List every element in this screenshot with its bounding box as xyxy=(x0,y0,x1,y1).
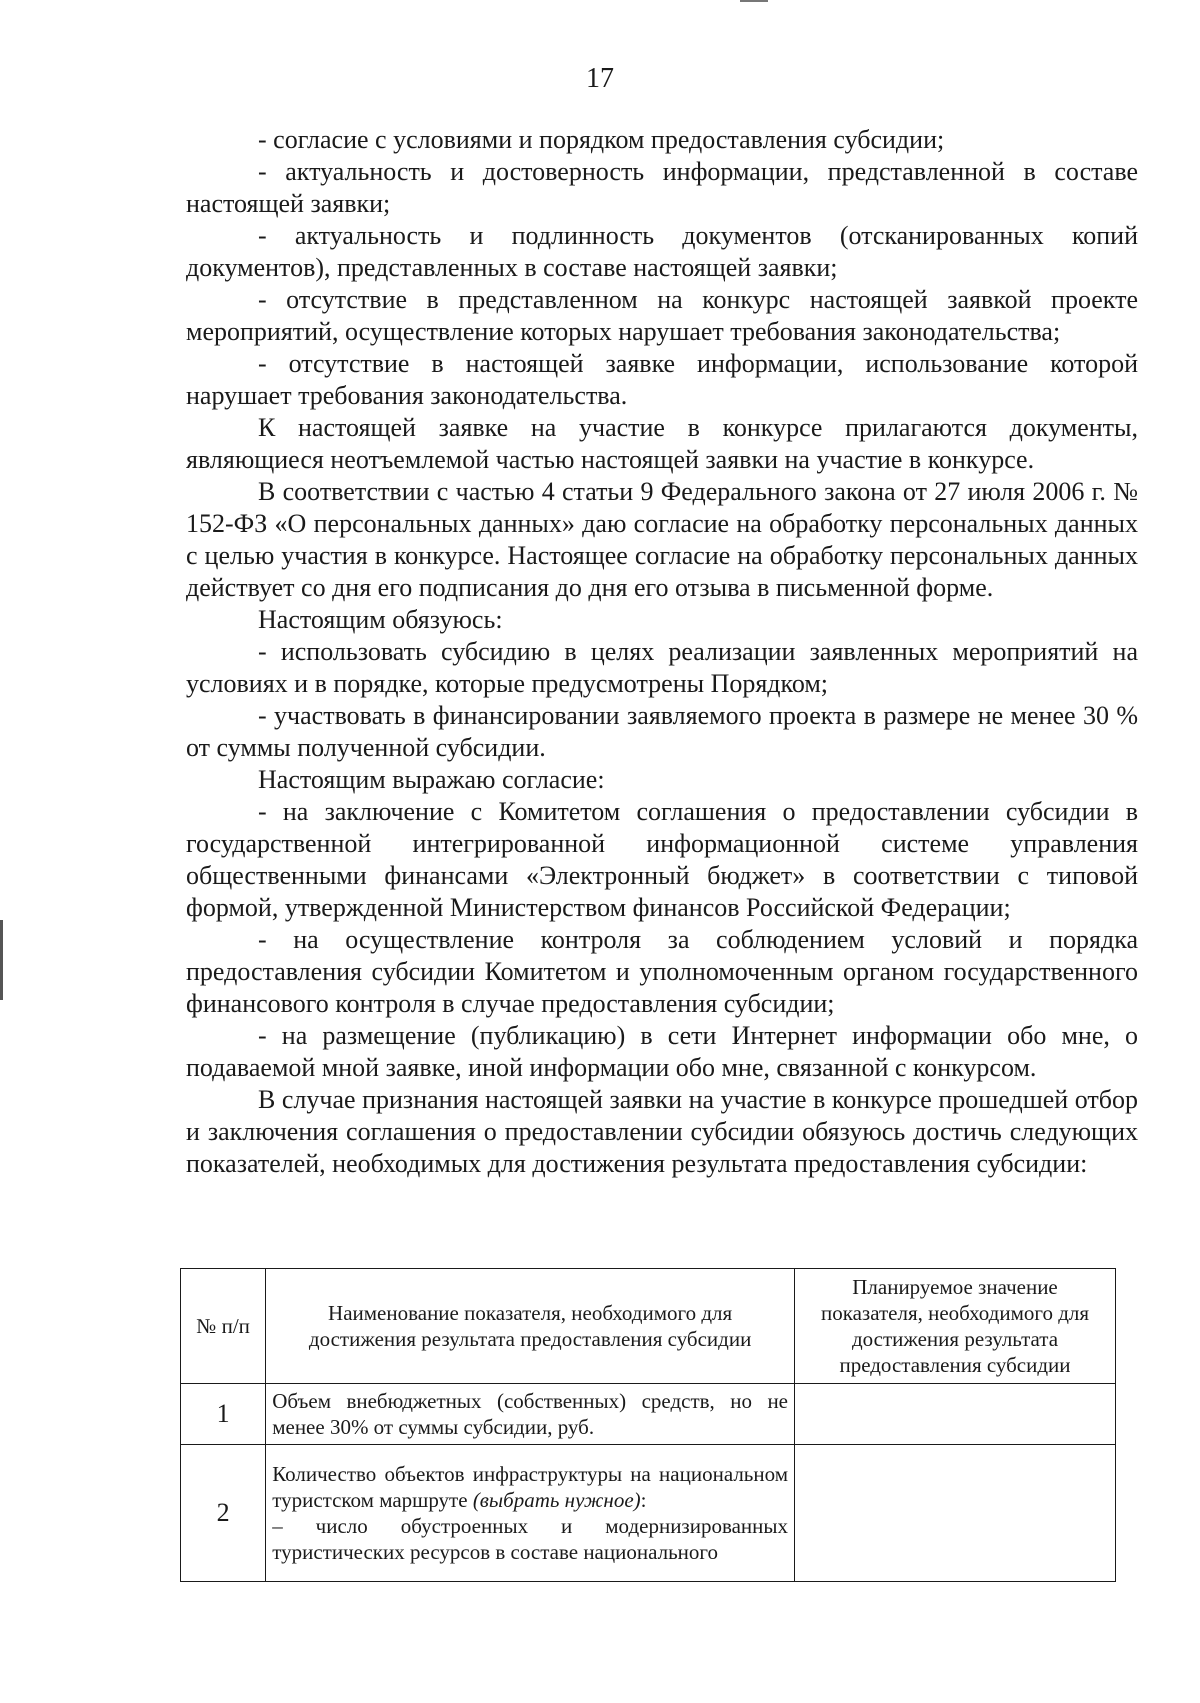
paragraph-info-accuracy: - актуальность и достоверность информации, представленной в составе настоящей заявки; xyxy=(186,157,1138,218)
paragraph-no-illegal-activities: - отсутствие в представленном на конкурс настоящей заявкой проекте мероприятий, осуществление которых нарушает требования законодательства; xyxy=(186,285,1138,346)
paragraph-agreement-consent: - на заключение с Комитетом соглашения о предоставлении субсидии в государственной интегрированной информационной системе управления общественными финансами «Электронный бюджет» в соответствии с типовой формой, утвержденной Министерством финансов Российской Федерации; xyxy=(186,797,1138,922)
row-indicator-name xyxy=(266,1445,795,1582)
header-number: № п/п xyxy=(181,1269,266,1384)
row-number: 1 xyxy=(181,1384,266,1445)
indicator-choice-note: (выбрать нужное) xyxy=(472,1488,641,1512)
paragraph-publication-consent: - на размещение (публикацию) в сети Интернет информации обо мне, о подаваемой мной заявке, иной информации обо мне, связанной с конкурсом. xyxy=(186,1021,1138,1082)
row-number: 2 xyxy=(181,1445,266,1582)
paragraph-obligations-heading: Настоящим обязуюсь: xyxy=(258,605,503,634)
indicator-colon: : xyxy=(640,1488,647,1512)
paragraph-use-subsidy: - использовать субсидию в целях реализации заявленных мероприятий на условиях и в порядке, которые предусмотрены Порядком; xyxy=(186,637,1138,698)
row-planned-value xyxy=(795,1384,1116,1445)
paragraph-document-authenticity: - актуальность и подлинность документов (отсканированных копий документов), представленных в составе настоящей заявки; xyxy=(186,221,1138,282)
paragraph-personal-data-consent: В соответствии с частью 4 статьи 9 Федерального закона от 27 июля 2006 г. № 152-ФЗ «О персональных данных» даю согласие на обработку персональных данных с целью участия в конкурсе. Настоящее согласие на обработку персональных данных действует со дня его подписания до дня его отзыва в письменной форме. xyxy=(186,477,1138,602)
header-planned-value: Планируемое значение показателя, необходимого для достижения результата предоставления субсидии xyxy=(795,1269,1116,1384)
paragraph-consent-terms: - согласие с условиями и порядком предоставления субсидии; xyxy=(258,125,945,154)
scan-artifact-edge xyxy=(0,920,3,1000)
row-planned-value xyxy=(795,1445,1116,1582)
paragraph-control-consent: - на осуществление контроля за соблюдением условий и порядка предоставления субсидии Комитетом и уполномоченным органом государственного финансового контроля в случае предоставления субсидии; xyxy=(186,925,1138,1018)
paragraph-consent-heading: Настоящим выражаю согласие: xyxy=(258,765,605,794)
table-row xyxy=(181,1445,1116,1582)
table-row xyxy=(181,1384,1116,1445)
header-indicator-name: Наименование показателя, необходимого для достижения результата предоставления субсидии xyxy=(266,1269,795,1384)
row-indicator-name: Объем внебюджетных (собственных) средств, но не менее 30% от суммы субсидии, руб. xyxy=(266,1384,795,1445)
page-number: 17 xyxy=(586,63,614,94)
table-header-row xyxy=(181,1269,1116,1384)
paragraph-indicators-intro: В случае признания настоящей заявки на участие в конкурсе прошедшей отбор и заключения соглашения о предоставлении субсидии обязуюсь достичь следующих показателей, необходимых для достижения результата предоставления субсидии: xyxy=(186,1085,1138,1178)
scan-artifact-top xyxy=(740,0,768,2)
paragraph-no-illegal-info: - отсутствие в настоящей заявке информации, использование которой нарушает требования законодательства. xyxy=(186,349,1138,410)
indicator-main-text: Количество объектов инфраструктуры на национальном туристском маршруте xyxy=(272,1462,789,1512)
indicator-sub-item: – число обустроенных и модернизированных туристических ресурсов в составе национального xyxy=(272,1514,789,1564)
document-body xyxy=(186,124,1138,1180)
paragraph-attached-documents: К настоящей заявке на участие в конкурсе прилагаются документы, являющиеся неотъемлемой частью настоящей заявки на участие в конкурсе. xyxy=(186,413,1138,474)
indicators-table xyxy=(180,1268,1116,1582)
paragraph-cofinancing: - участвовать в финансировании заявляемого проекта в размере не менее 30 % от суммы полученной субсидии. xyxy=(186,701,1138,762)
